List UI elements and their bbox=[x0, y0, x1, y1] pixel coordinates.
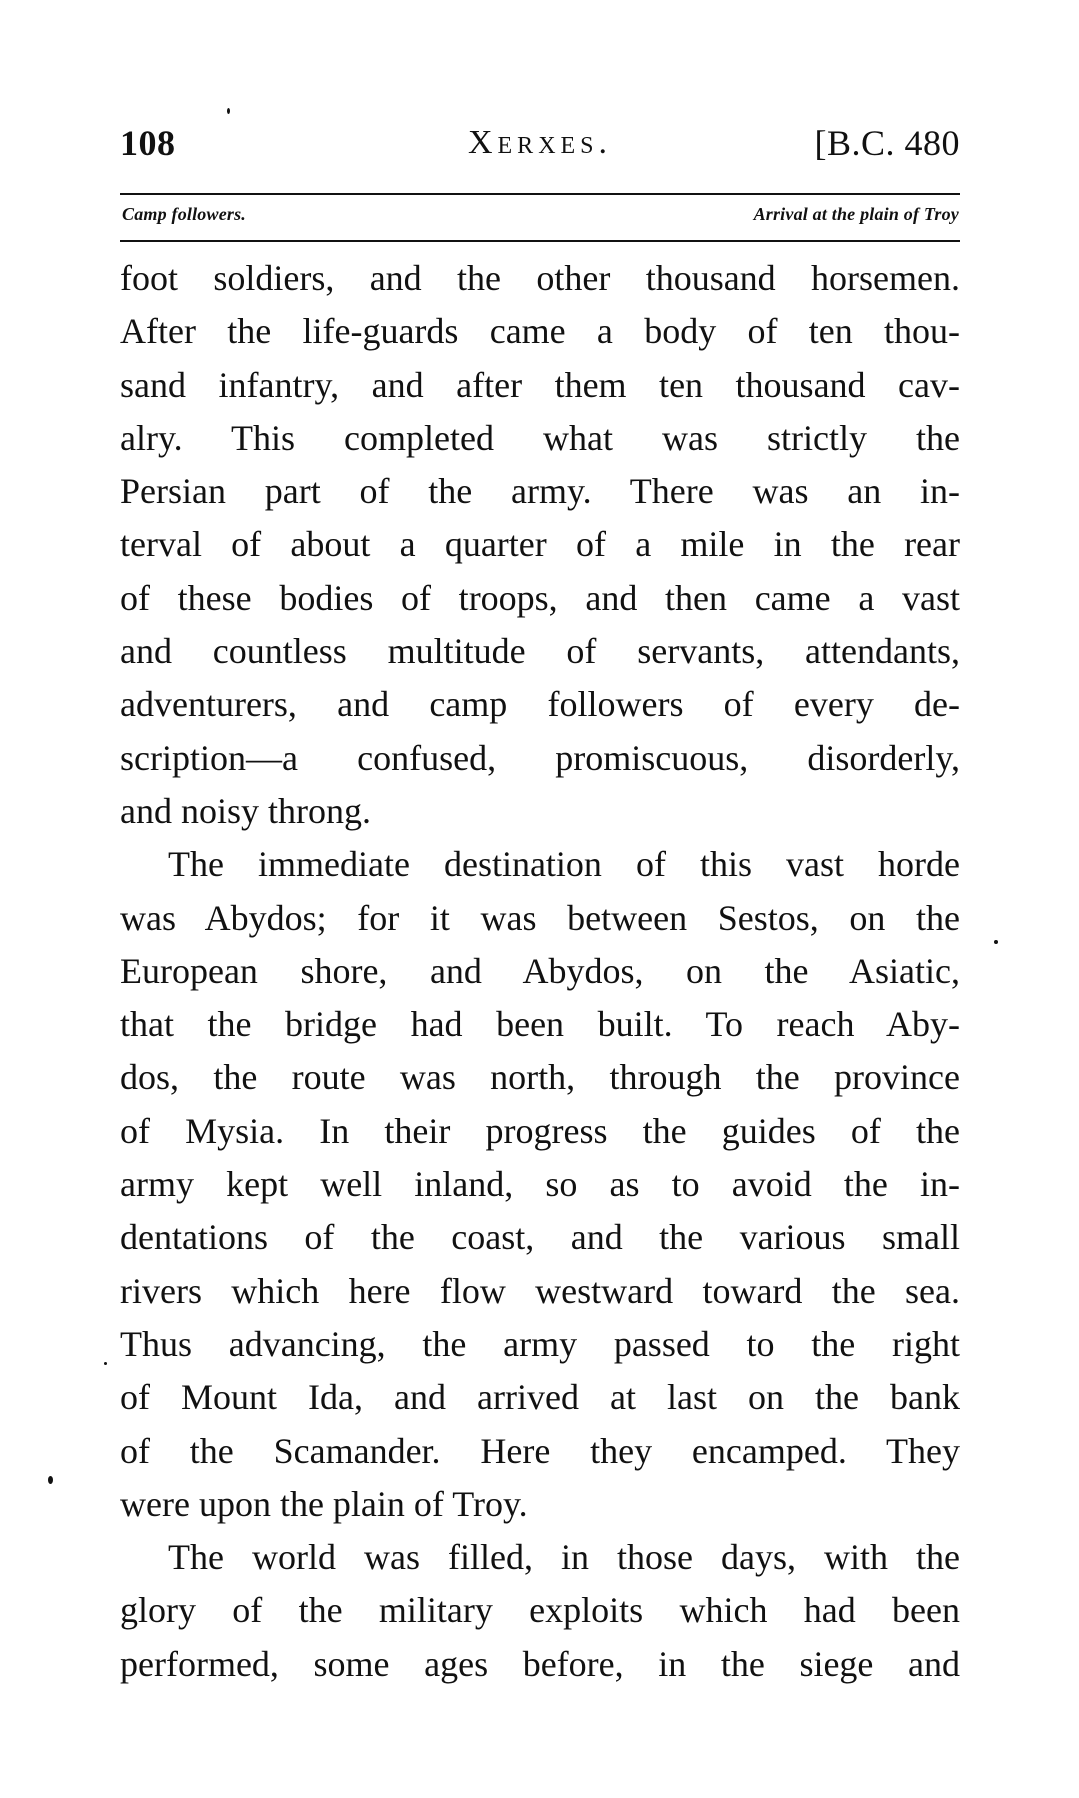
ink-speck bbox=[994, 940, 998, 944]
text-line: and countless multitude of servants, attendants, bbox=[120, 631, 960, 672]
paragraph bbox=[120, 1531, 960, 1691]
text-line: terval of about a quarter of a mile in the rear bbox=[120, 524, 960, 565]
paragraph bbox=[120, 252, 960, 838]
ink-speck bbox=[48, 1476, 53, 1484]
text-line: Persian part of the army. There was an in- bbox=[120, 471, 960, 512]
text-line: army kept well inland, so as to avoid the in- bbox=[120, 1164, 960, 1205]
ink-speck bbox=[104, 1362, 107, 1365]
text-line: that the bridge had been built. To reach Aby- bbox=[120, 1004, 960, 1045]
text-line: glory of the military exploits which had been bbox=[120, 1590, 960, 1631]
text-line: alry. This completed what was strictly the bbox=[120, 417, 960, 458]
running-header bbox=[120, 122, 960, 174]
text-line: performed, some ages before, in the siege and bbox=[120, 1643, 960, 1684]
text-line: rivers which here flow westward toward the sea. bbox=[120, 1270, 960, 1311]
text-line: of the Scamander. Here they encamped. They bbox=[120, 1430, 960, 1471]
text-line: was Abydos; for it was between Sestos, on the bbox=[120, 897, 960, 938]
text-line: and noisy throng. bbox=[120, 790, 371, 831]
book-title: Xerxes. bbox=[467, 124, 613, 161]
body-text bbox=[120, 252, 960, 1691]
text-line: of Mount Ida, and arrived at last on the bank bbox=[120, 1377, 960, 1418]
text-line: sand infantry, and after them ten thousand cav- bbox=[120, 364, 960, 405]
text-line: dos, the route was north, through the province bbox=[120, 1057, 960, 1098]
text-line: The immediate destination of this vast horde bbox=[168, 844, 960, 885]
date-label: [B.C. 480 bbox=[814, 123, 960, 163]
side-note-right: Arrival at the plain of Troy bbox=[753, 204, 959, 224]
text-line: of these bodies of troops, and then came a vast bbox=[120, 577, 960, 618]
text-line: After the life-guards came a body of ten thou- bbox=[120, 311, 960, 352]
text-line: dentations of the coast, and the various small bbox=[120, 1217, 960, 1258]
text-line: scription—a confused, promiscuous, disorderly, bbox=[120, 737, 960, 778]
header-rule-bottom bbox=[120, 240, 960, 242]
text-line: Thus advancing, the army passed to the right bbox=[120, 1323, 960, 1364]
side-note-left: Camp followers. bbox=[122, 204, 247, 224]
text-line: were upon the plain of Troy. bbox=[120, 1483, 528, 1524]
text-line: European shore, and Abydos, on the Asiatic, bbox=[120, 950, 960, 991]
paragraph bbox=[120, 838, 960, 1531]
text-line: foot soldiers, and the other thousand horsemen. bbox=[120, 258, 960, 298]
page-number: 108 bbox=[120, 123, 176, 163]
text-line: of Mysia. In their progress the guides of the bbox=[120, 1110, 960, 1151]
text-line: adventurers, and camp followers of every de- bbox=[120, 684, 960, 725]
text-line: The world was filled, in those days, with the bbox=[168, 1537, 960, 1578]
header-rule-top bbox=[120, 193, 960, 195]
ink-speck bbox=[227, 108, 230, 114]
